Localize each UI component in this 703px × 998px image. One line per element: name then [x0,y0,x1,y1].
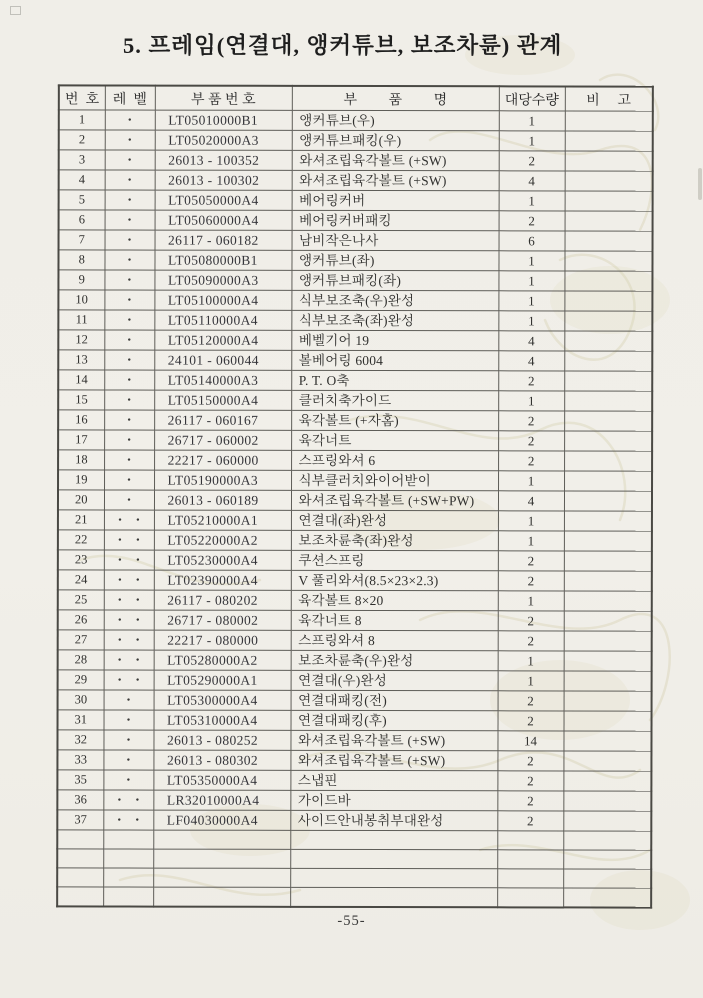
page-title: 5. 프레임(연결대, 앵커튜브, 보조차륜) 관계 [123,33,563,58]
empty-cell [497,888,563,907]
cell-remark [564,511,652,531]
cell-level-dots [103,770,153,790]
cell-part-name: 식부보조축(우)완성 [291,290,498,310]
cell-level-dots [104,250,154,270]
cell-quantity: 2 [498,711,564,731]
table-row [57,730,651,751]
cell-remark [564,331,652,351]
cell-part-number: LT05300000A4 [154,690,291,710]
cell-row-number: 22 [58,530,104,550]
table-row [58,650,652,671]
cell-remark [565,131,653,151]
column-header: 부 품 명 [292,86,499,111]
table-row [58,670,652,691]
cell-level-dots [104,590,154,610]
table-body [57,110,653,907]
cell-level-dots [105,210,155,230]
cell-part-name: 베어링커버패킹 [292,210,499,230]
cell-remark [563,751,651,771]
cell-quantity: 1 [498,511,564,531]
cell-level-dots [103,810,153,830]
cell-row-number: 4 [59,170,105,190]
cell-quantity: 4 [498,491,564,511]
cell-part-name: 연결대(우)완성 [291,670,498,690]
cell-level-dots [104,670,154,690]
cell-part-number: 26717 - 060002 [154,430,291,450]
cell-row-number: 29 [58,670,104,690]
table-row [57,790,651,811]
cell-level-dots [105,110,155,130]
cell-row-number: 32 [57,730,103,750]
cell-row-number: 1 [59,110,105,130]
cell-quantity: 2 [498,431,564,451]
table-row [58,690,652,711]
cell-row-number: 36 [57,790,103,810]
cell-remark [564,311,652,331]
table-row [58,410,652,431]
cell-part-name: 육각너트 [291,430,498,450]
cell-row-number: 17 [58,430,104,450]
cell-level-dots [104,650,154,670]
cell-remark [565,191,653,211]
cell-quantity: 2 [497,751,563,771]
table-row [58,570,652,591]
cell-quantity: 14 [497,731,563,751]
cell-quantity: 2 [498,551,564,571]
cell-remark [564,531,652,551]
cell-part-name: 와셔조립육각볼트 (+SW) [292,170,499,190]
cell-part-number: 26013 - 100302 [155,170,292,190]
cell-quantity: 4 [498,351,564,371]
empty-cell [57,868,103,887]
cell-row-number: 9 [58,270,104,290]
cell-remark [564,371,652,391]
cell-part-number: 26013 - 080302 [153,750,290,770]
cell-part-number: LT05050000A4 [155,190,292,210]
cell-row-number: 14 [58,370,104,390]
cell-part-name: 베어링커버 [292,190,499,210]
table-row [58,350,652,371]
empty-table-row [57,830,651,850]
cell-remark [565,231,653,251]
cell-quantity: 2 [498,611,564,631]
cell-quantity: 1 [498,271,564,291]
cell-quantity: 2 [498,571,564,591]
cell-part-number: LT05220000A2 [154,530,291,550]
table-row [58,710,652,731]
cell-part-number: 22217 - 080000 [154,630,291,650]
table-row [58,450,652,471]
table-row [58,610,652,631]
empty-cell [103,868,153,887]
cell-row-number: 11 [58,310,104,330]
cell-level-dots [105,130,155,150]
empty-cell [153,830,290,849]
empty-cell [563,831,651,850]
empty-cell [563,850,651,869]
cell-part-number: 26717 - 080002 [154,610,291,630]
cell-level-dots [104,490,154,510]
cell-part-name: 육각너트 8 [291,610,498,630]
cell-part-name: 와셔조립육각볼트 (+SW) [290,730,497,750]
cell-row-number: 35 [57,770,103,790]
cell-part-name: 연결대패킹(후) [291,710,498,730]
cell-row-number: 20 [58,490,104,510]
empty-cell [497,850,563,869]
cell-row-number: 7 [59,230,105,250]
cell-row-number: 10 [58,290,104,310]
cell-part-number: LR32010000A4 [153,790,290,810]
cell-remark [564,471,652,491]
cell-part-number: LT05020000A3 [155,130,292,150]
cell-level-dots [104,470,154,490]
cell-quantity: 2 [498,371,564,391]
cell-row-number: 12 [58,330,104,350]
table-row [58,550,652,571]
cell-level-dots [105,150,155,170]
cell-level-dots [104,550,154,570]
cell-part-number: LT05350000A4 [153,770,290,790]
cell-level-dots [104,530,154,550]
cell-part-number: LT05230000A4 [154,550,291,570]
cell-remark [565,211,653,231]
table-row [59,130,653,151]
cell-part-name: 클러치축가이드 [291,390,498,410]
cell-row-number: 3 [59,150,105,170]
cell-level-dots [105,170,155,190]
cell-row-number: 13 [58,350,104,370]
cell-quantity: 1 [498,531,564,551]
parts-table-container [56,84,654,908]
cell-quantity: 2 [497,771,563,791]
cell-remark [564,631,652,651]
cell-level-dots [105,190,155,210]
column-header: 부 품 번 호 [155,86,292,111]
cell-quantity: 2 [499,211,565,231]
cell-quantity: 1 [498,591,564,611]
cell-part-name: 스프링와셔 6 [291,450,498,470]
empty-cell [57,830,103,849]
cell-part-name: 가이드바 [290,790,497,810]
table-row [58,530,652,551]
cell-row-number: 28 [58,650,104,670]
table-row [58,330,652,351]
table-row [58,370,652,391]
cell-row-number: 26 [58,610,104,630]
cell-row-number: 21 [58,510,104,530]
table-row [59,230,653,251]
cell-row-number: 15 [58,390,104,410]
cell-part-number: LT05150000A4 [154,390,291,410]
cell-quantity: 1 [498,651,564,671]
table-row [59,170,653,191]
cell-level-dots [103,790,153,810]
cell-part-name: P. T. O축 [291,370,498,390]
cell-part-number: LT05210000A1 [154,510,291,530]
empty-cell [563,888,651,907]
cell-level-dots [104,270,154,290]
table-row [58,630,652,651]
cell-row-number: 5 [59,190,105,210]
empty-table-row [57,887,651,907]
cell-part-name: V 풀리와셔(8.5×23×2.3) [291,570,498,590]
table-row [59,150,653,171]
cell-level-dots [104,610,154,630]
table-row [58,490,652,511]
cell-part-number: LT05090000A3 [154,270,291,290]
cell-remark [564,551,652,571]
cell-remark [564,611,652,631]
cell-part-name: 보조차륜축(좌)완성 [291,530,498,550]
cell-remark [564,271,652,291]
cell-part-name: 연결대패킹(전) [291,690,498,710]
cell-part-number: 26013 - 100352 [155,150,292,170]
cell-part-number: 26117 - 080202 [154,590,291,610]
empty-table-row [57,868,651,888]
cell-level-dots [104,690,154,710]
cell-quantity: 4 [498,331,564,351]
cell-part-name: 볼베어링 6004 [291,350,498,370]
cell-quantity: 1 [498,251,564,271]
cell-part-name: 앵커튜브패킹(우) [292,130,499,150]
cell-part-name: 베벨기어 19 [291,330,498,350]
cell-remark [564,431,652,451]
cell-part-number: LT05190000A3 [154,470,291,490]
cell-row-number: 33 [57,750,103,770]
cell-level-dots [104,410,154,430]
cell-part-number: 24101 - 060044 [154,350,291,370]
table-row [59,210,653,231]
table-row [58,470,652,491]
cell-part-number: 26117 - 060182 [155,230,292,250]
cell-level-dots [105,230,155,250]
empty-cell [57,849,103,868]
table-row [58,390,652,411]
cell-part-name: 사이드안내봉취부대완성 [290,810,497,830]
cell-part-name: 연결대(좌)완성 [291,510,498,530]
cell-quantity: 1 [499,111,565,131]
cell-part-number: LT05010000B1 [155,110,292,130]
cell-level-dots [104,450,154,470]
cell-level-dots [104,510,154,530]
cell-part-number: LF04030000A4 [153,810,290,830]
parts-table [56,84,654,908]
cell-remark [564,391,652,411]
empty-cell [563,869,651,888]
empty-cell [290,868,497,887]
cell-quantity: 1 [498,311,564,331]
cell-remark [563,771,651,791]
cell-row-number: 6 [59,210,105,230]
cell-part-name: 와셔조립육각볼트 (+SW+PW) [291,490,498,510]
cell-remark [564,691,652,711]
cell-part-number: LT05080000B1 [154,250,291,270]
cell-part-number: 26117 - 060167 [154,410,291,430]
cell-remark [564,571,652,591]
cell-level-dots [104,310,154,330]
cell-remark [565,151,653,171]
cell-part-name: 식부보조축(좌)완성 [291,310,498,330]
empty-cell [290,830,497,849]
cell-level-dots [104,390,154,410]
cell-part-name: 남비작은나사 [292,230,499,250]
cell-level-dots [103,730,153,750]
cell-level-dots [104,630,154,650]
cell-part-number: LT05060000A4 [155,210,292,230]
cell-row-number: 8 [58,250,104,270]
cell-remark [565,171,653,191]
cell-part-name: 스냅핀 [290,770,497,790]
cell-remark [564,591,652,611]
cell-part-number: LT05280000A2 [154,650,291,670]
cell-remark [564,251,652,271]
cell-remark [563,791,651,811]
table-row [57,810,651,831]
empty-cell [497,831,563,850]
cell-remark [564,411,652,431]
cell-quantity: 2 [498,631,564,651]
cell-quantity: 1 [499,131,565,151]
cell-part-name: 와셔조립육각볼트 (+SW) [292,150,499,170]
cell-remark [564,671,652,691]
cell-part-number: LT05290000A1 [154,670,291,690]
table-row [59,110,653,131]
cell-level-dots [104,710,154,730]
cell-quantity: 1 [498,671,564,691]
cell-quantity: 2 [499,151,565,171]
cell-remark [564,491,652,511]
cell-quantity: 2 [498,451,564,471]
cell-part-name: 앵커튜브패킹(좌) [291,270,498,290]
cell-level-dots [104,370,154,390]
empty-cell [153,868,290,887]
cell-part-name: 스프링와셔 8 [291,630,498,650]
cell-part-number: LT05310000A4 [154,710,291,730]
scan-artifact-mark [10,6,21,15]
cell-part-name: 와셔조립육각볼트 (+SW) [290,750,497,770]
header-row [59,85,653,111]
cell-quantity: 6 [499,231,565,251]
cell-part-name: 앵커튜브(우) [292,110,499,130]
empty-cell [103,887,153,906]
empty-cell [153,849,290,868]
column-header: 비 고 [565,86,653,111]
column-header: 레 벨 [105,85,155,110]
column-header: 대당수량 [499,86,565,111]
cell-part-name: 앵커튜브(좌) [291,250,498,270]
cell-quantity: 1 [498,391,564,411]
cell-row-number: 37 [57,810,103,830]
empty-cell [153,887,290,906]
cell-part-number: LT05120000A4 [154,330,291,350]
cell-row-number: 31 [58,710,104,730]
table-row [58,590,652,611]
cell-row-number: 30 [58,690,104,710]
table-header [59,85,653,111]
cell-level-dots [104,330,154,350]
empty-cell [290,849,497,868]
cell-level-dots [104,350,154,370]
cell-quantity: 1 [499,191,565,211]
table-row [58,290,652,311]
cell-quantity: 2 [498,411,564,431]
cell-remark [563,731,651,751]
column-header: 번 호 [59,85,105,110]
cell-row-number: 24 [58,570,104,590]
table-row [58,510,652,531]
cell-level-dots [104,570,154,590]
cell-remark [564,291,652,311]
cell-part-name: 쿠션스프링 [291,550,498,570]
cell-row-number: 27 [58,630,104,650]
cell-quantity: 2 [497,791,563,811]
table-row [58,430,652,451]
cell-part-number: LT05110000A4 [154,310,291,330]
cell-quantity: 2 [498,691,564,711]
cell-row-number: 19 [58,470,104,490]
cell-part-number: LT05140000A3 [154,370,291,390]
cell-row-number: 18 [58,450,104,470]
cell-remark [564,451,652,471]
empty-cell [103,849,153,868]
table-row [58,270,652,291]
cell-level-dots [103,750,153,770]
cell-part-number: LT05100000A4 [154,290,291,310]
cell-part-number: 22217 - 060000 [154,450,291,470]
cell-level-dots [104,290,154,310]
cell-quantity: 4 [499,171,565,191]
table-row [58,310,652,331]
scan-edge-smudge [698,168,702,200]
page-number: -55- [337,913,366,929]
table-row [57,750,651,771]
cell-row-number: 2 [59,130,105,150]
empty-table-row [57,849,651,869]
cell-part-name: 육각볼트 8×20 [291,590,498,610]
cell-quantity: 2 [497,811,563,831]
cell-row-number: 25 [58,590,104,610]
table-row [58,250,652,271]
cell-part-name: 보조차륜축(우)완성 [291,650,498,670]
table-row [57,770,651,791]
table-row [59,190,653,211]
empty-cell [57,887,103,906]
cell-part-name: 육각볼트 (+자홈) [291,410,498,430]
cell-part-number: 26013 - 060189 [154,490,291,510]
cell-row-number: 16 [58,410,104,430]
cell-level-dots [104,430,154,450]
cell-part-name: 식부클러치와이어받이 [291,470,498,490]
empty-cell [290,887,497,906]
empty-cell [103,830,153,849]
cell-quantity: 1 [498,471,564,491]
cell-remark [565,111,653,131]
cell-remark [564,651,652,671]
cell-remark [564,351,652,371]
cell-part-number: LT02390000A4 [154,570,291,590]
empty-cell [497,869,563,888]
cell-quantity: 1 [498,291,564,311]
cell-row-number: 23 [58,550,104,570]
cell-part-number: 26013 - 080252 [153,730,290,750]
cell-remark [563,811,651,831]
cell-remark [564,711,652,731]
